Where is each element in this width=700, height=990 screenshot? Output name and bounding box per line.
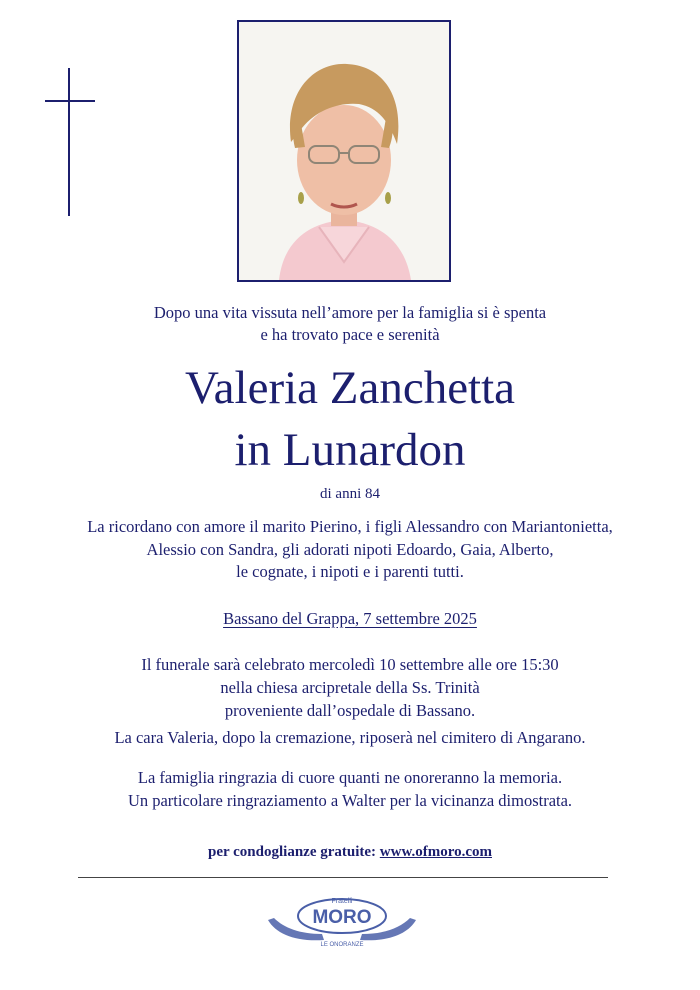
condolences-line [0,842,700,862]
intro-text [0,302,700,346]
condolences-link[interactable]: www.ofmoro.com [379,844,492,860]
condolences-label: per condoglianze gratuite: [208,844,377,860]
family-line-1: La ricordano con amore il marito Pierino, i figli Alessandro con Mariantonietta, [87,517,613,536]
logo-small-text: Fratelli [331,898,353,905]
family-line-3: le cognate, i nipoti e i parenti tutti. [236,562,464,581]
cross-vertical-bar [68,68,70,216]
logo-main-text: MORO [312,907,372,928]
place-date [0,608,700,630]
deceased-married-name: in Lunardon [234,424,466,476]
place-date-text: Bassano del Grappa, 7 settembre 2025 [223,609,477,628]
thanks-text [0,766,700,812]
burial-text: La cara Valeria, dopo la cremazione, riposerà nel cimitero di Angarano. [114,728,586,747]
deceased-name: Valeria Zanchetta [184,362,516,414]
funeral-home-logo [262,890,422,950]
cross-horizontal-bar [45,100,95,102]
age-text: di anni 84 [320,486,380,502]
funeral-line-1: Il funerale sarà celebrato mercoledì 10 settembre alle ore 15:30 [141,655,559,674]
divider-line [78,877,608,878]
family-line-2: Alessio con Sandra, gli adorati nipoti Edoardo, Gaia, Alberto, [146,539,554,559]
family-text [0,516,700,584]
thanks-line-1: La famiglia ringrazia di cuore quanti ne onoreranno la memoria. [137,768,563,787]
intro-line-2: e ha trovato pace e serenità [260,325,440,344]
thanks-line-2: Un particolare ringraziamento a Walter per la vicinanza dimostrata. [127,791,573,810]
funeral-text [0,653,700,722]
portrait-photo [237,20,451,282]
intro-line-1: Dopo una vita vissuta nell’amore per la famiglia si è spenta [153,303,547,322]
funeral-line-2: nella chiesa arcipretale della Ss. Trinità [220,678,480,697]
funeral-line-3: proveniente dall’ospedale di Bassano. [224,701,476,720]
logo-bottom-text: LE ONORANZE [320,942,364,948]
